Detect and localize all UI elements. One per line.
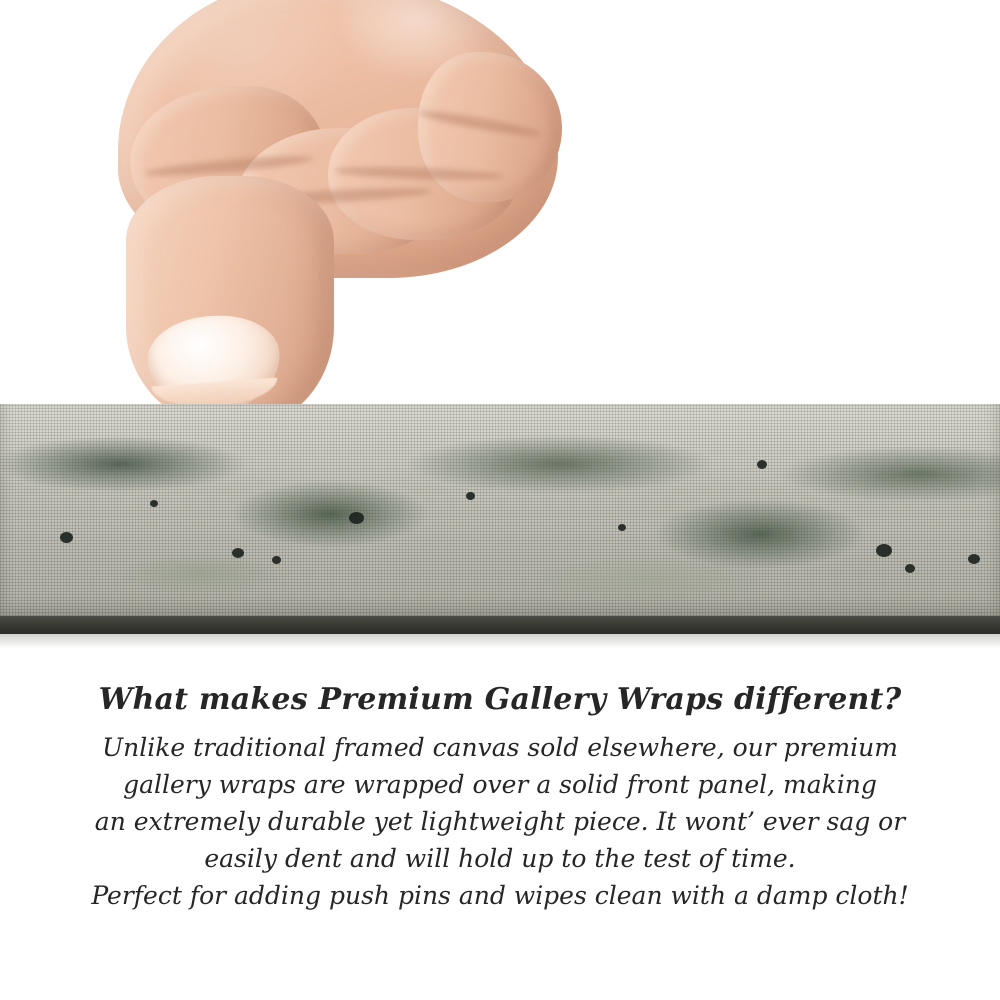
canvas-speck (272, 556, 281, 564)
canvas-speck (757, 460, 767, 469)
canvas-speck (876, 544, 892, 557)
caption-line: easily dent and will hold up to the test of time. (204, 844, 796, 873)
caption-line: Unlike traditional framed canvas sold elsewhere, our premium (102, 733, 898, 762)
caption-block (0, 680, 1000, 914)
canvas-drop-shadow (0, 634, 1000, 648)
thumb (126, 176, 334, 426)
caption-line: Perfect for adding push pins and wipes clean with a damp cloth! (91, 881, 909, 910)
canvas-speck (60, 532, 73, 543)
caption-line: gallery wraps are wrapped over a solid front panel, making (123, 770, 877, 799)
caption-body (0, 729, 1000, 914)
canvas-printed-face (0, 404, 1000, 616)
canvas-speck (618, 524, 626, 531)
canvas-speck (349, 512, 364, 524)
canvas-side-edge (0, 616, 1000, 634)
caption-heading: What makes Premium Gallery Wraps different? (98, 682, 902, 717)
caption-line: an extremely durable yet lightweight piece. It wont’ ever sag or (94, 807, 906, 836)
canvas-speck (905, 564, 915, 573)
canvas-speck (150, 500, 158, 507)
canvas-wrap-edge (0, 404, 1000, 648)
hand-illustration (118, 0, 558, 418)
canvas-speck (232, 548, 244, 558)
canvas-speck (466, 492, 475, 500)
canvas-speck (968, 554, 980, 564)
